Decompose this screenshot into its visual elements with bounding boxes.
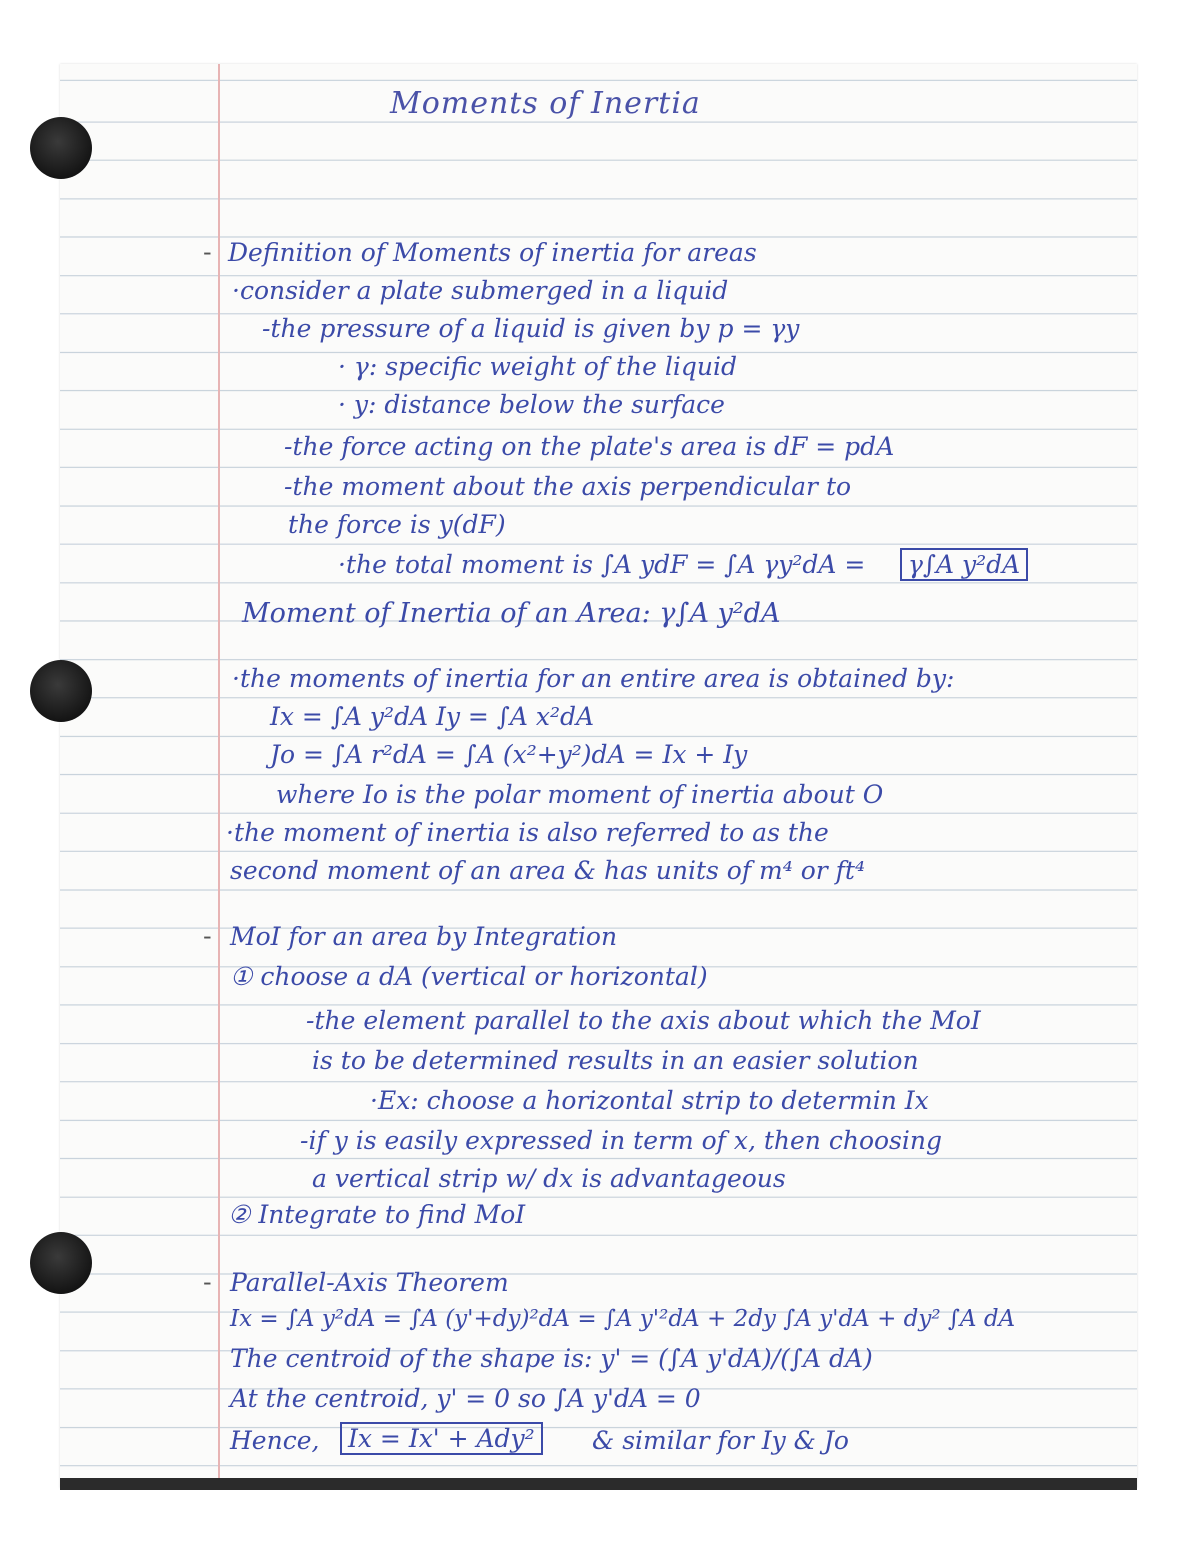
- hence-label: Hence,: [230, 1426, 320, 1455]
- section-heading-parallel-axis: Parallel-Axis Theorem: [230, 1268, 509, 1297]
- note-line: ·consider a plate submerged in a liquid: [232, 276, 729, 305]
- punch-hole-top: [30, 117, 92, 179]
- punch-hole-middle: [30, 660, 92, 722]
- formula-jo: Jo = ∫A r²dA = ∫A (x²+y²)dA = Ix + Iy: [270, 740, 748, 769]
- boxed-total-moment: γ∫A y²dA: [900, 548, 1028, 581]
- section-heading-definition: Definition of Moments of inertia for areas: [228, 238, 757, 267]
- parallel-axis-boxed-formula: Ix = Ix' + Ady²: [340, 1422, 543, 1455]
- step-2: ② Integrate to find MoI: [228, 1200, 526, 1229]
- note-line: · y: distance below the surface: [338, 390, 725, 419]
- note-line: ·Ex: choose a horizontal strip to determin Ix: [370, 1086, 929, 1115]
- note-line: the force is y(dF): [288, 510, 506, 539]
- margin-line: [218, 64, 220, 1488]
- page-edge-shadow: [60, 1478, 1137, 1490]
- note-line: · γ: specific weight of the liquid: [338, 352, 737, 381]
- note-line: where Io is the polar moment of inertia about O: [276, 780, 884, 809]
- parallel-axis-line3: At the centroid, y' = 0 so ∫A y'dA = 0: [230, 1384, 701, 1413]
- note-line: -the moment about the axis perpendicular to: [284, 472, 852, 501]
- parallel-axis-tail: & similar for Iy & Jo: [592, 1426, 849, 1455]
- parallel-axis-line1: Ix = ∫A y²dA = ∫A (y'+dy)²dA = ∫A y'²dA + 2dy ∫A y'dA + dy² ∫A dA: [230, 1306, 1016, 1332]
- note-line: ·the total moment is ∫A ydF = ∫A γy²dA =: [338, 550, 866, 579]
- bullet-dash: -: [203, 1268, 212, 1296]
- moment-of-inertia-area: Moment of Inertia of an Area: γ∫A y²dA: [242, 598, 781, 629]
- note-line: ·the moment of inertia is also referred to as the: [226, 818, 829, 847]
- note-line: -the pressure of a liquid is given by p = γy: [262, 314, 800, 343]
- section-heading-integration: MoI for an area by Integration: [230, 922, 618, 951]
- formula-ix-iy: Ix = ∫A y²dA Iy = ∫A x²dA: [270, 702, 595, 731]
- note-line: a vertical strip w/ dx is advantageous: [312, 1164, 786, 1193]
- page-title: Moments of Inertia: [390, 86, 701, 121]
- note-line: -the force acting on the plate's area is dF = pdA: [284, 432, 895, 461]
- note-line: is to be determined results in an easier solution: [312, 1046, 919, 1075]
- note-line: -the element parallel to the axis about which the MoI: [306, 1006, 981, 1035]
- punch-hole-bottom: [30, 1232, 92, 1294]
- note-line: second moment of an area & has units of m⁴ or ft⁴: [230, 856, 865, 885]
- bullet-dash: -: [203, 238, 212, 266]
- bullet-dash: -: [203, 922, 212, 950]
- parallel-axis-line2: The centroid of the shape is: y' = (∫A y'dA)/(∫A dA): [230, 1344, 873, 1373]
- note-line: -if y is easily expressed in term of x, then choosing: [300, 1126, 942, 1155]
- step-1: ① choose a dA (vertical or horizontal): [230, 962, 708, 991]
- note-line: ·the moments of inertia for an entire area is obtained by:: [232, 664, 955, 693]
